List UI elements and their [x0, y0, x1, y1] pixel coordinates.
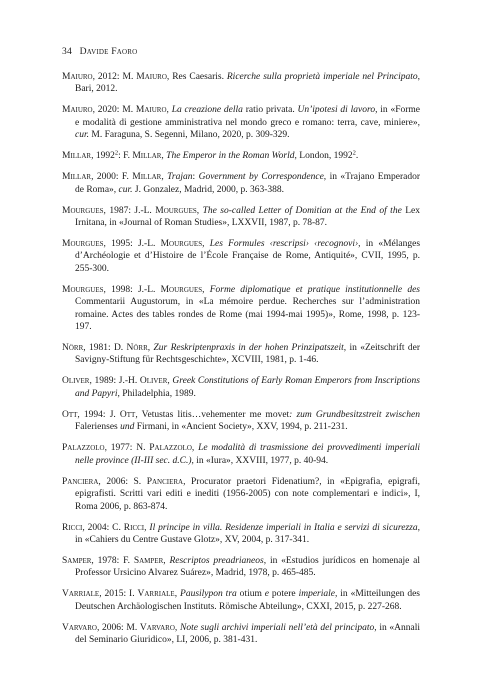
- italic-title: Government by Correspondence: [198, 172, 324, 183]
- entry-text: , 2000: F.: [91, 172, 133, 183]
- bibliography-entry: [62, 342, 420, 367]
- entry-text: , in «Mélanges d’Archéologie et d’Histoire de l’École Française de Rome, Antiquité», CVII, 1995, p. 255-300.: [75, 239, 421, 274]
- bibliography-list: [62, 71, 420, 655]
- entry-text: , in «Zeitschrift der Savigny-Stiftung für Rechtsgeschichte», XCVIII, 1981, p. 1-46.: [75, 343, 421, 366]
- entry-text: , in «Forme e modalità di gestione amministrativa nel mondo greco e romano: terra, cave, miniere»,: [75, 105, 421, 128]
- bibliography-entry: [62, 442, 420, 467]
- italic-title: Un’ipotesi di lavoro: [297, 105, 376, 116]
- entry-text: ,: [144, 522, 150, 533]
- italic-title: Ricerche sulla proprietà imperiale nel Principato: [226, 72, 418, 82]
- italic-title: Trajan: [167, 172, 193, 183]
- entry-text: , Res Caesaris.: [166, 72, 227, 82]
- author-name: Ricci: [62, 522, 83, 533]
- italic-title: und: [120, 422, 135, 433]
- entry-text: , 2012: M.: [92, 72, 137, 82]
- italic-title: cur.: [118, 184, 133, 195]
- author-name: Maiuro: [62, 105, 93, 116]
- author-name: Mourgues: [62, 239, 104, 250]
- author-name: Mourgues: [155, 205, 197, 216]
- author-name: Panciera: [146, 476, 184, 487]
- italic-title: e: [264, 589, 269, 600]
- entry-text: ,: [161, 172, 168, 183]
- author-name: Oliver: [139, 376, 168, 387]
- italic-title: Greek Constitutions of Early Roman Emperors from Inscriptions and Papyri: [75, 376, 420, 399]
- bibliography-entry: [62, 622, 420, 647]
- entry-text: ,: [196, 205, 203, 216]
- entry-text: , 1981: D.: [83, 343, 127, 354]
- entry-text: ,: [202, 239, 210, 250]
- italic-title: Rescriptos preadrianeos: [169, 555, 264, 566]
- italic-title: Note sugli archivi imperiali nell’età del principato: [179, 622, 375, 633]
- superscript: 2: [352, 149, 356, 157]
- italic-title: Zur Reskriptenpraxis in der hohen Prinzipatszeit: [153, 343, 344, 354]
- author-name: Oliver: [62, 376, 90, 387]
- author-name: Ricci: [123, 522, 145, 533]
- entry-text: , 2006: S.: [98, 476, 147, 487]
- author-name: Mourgues: [62, 284, 104, 295]
- author-name: Nörr: [62, 343, 84, 354]
- entry-text: , 2015: I.: [99, 589, 138, 600]
- author-name: Mourgues: [160, 284, 203, 295]
- italic-title: Le modalità di trasmissione dei provvedimenti imperiali nelle province (II-III sec. d.C.): [75, 443, 421, 466]
- author-name: Panciera: [62, 476, 99, 487]
- bibliography-entry: [62, 522, 420, 547]
- entry-text: , 1995: J.-L.: [103, 239, 161, 250]
- author-name: Maiuro: [136, 72, 167, 82]
- italic-title: The so-called Letter of Domitian at the End of the: [202, 205, 402, 216]
- author-name: Varvaro: [62, 622, 97, 633]
- author-name: Maiuro: [62, 72, 93, 82]
- author-name: Samper: [133, 555, 164, 566]
- entry-text: , 1978: F.: [91, 555, 134, 566]
- bibliography-entry: [62, 555, 420, 580]
- entry-text: ,: [174, 622, 180, 633]
- author-name: Varvaro: [139, 622, 175, 633]
- entry-text: , in «Annali del Seminario Giuridico», LI, 2006, p. 381-431.: [75, 622, 421, 646]
- entry-text: potere: [268, 589, 299, 600]
- bibliography-entry: [62, 375, 420, 400]
- entry-text: ,: [202, 284, 210, 295]
- author-name: Samper: [62, 555, 92, 566]
- author-name: Varriale: [62, 589, 100, 600]
- entry-text: ,: [167, 376, 173, 387]
- entry-text: Firmani, in «Ancient Society», XXV, 1994, p. 211-231.: [134, 422, 348, 433]
- entry-text: M. Faraguna, S. Segenni, Milano, 2020, p. 309-329.: [89, 130, 290, 141]
- entry-text: , 2006: M.: [96, 622, 140, 633]
- entry-text: , in «Mitteilungen des Deutschen Archäologischen Instituts. Römische Abteilung», CXXI, 2015, p. 227-268.: [75, 589, 420, 612]
- italic-title: : zum Grundbesitzstreit zwischen: [289, 409, 420, 420]
- entry-text: ,: [147, 343, 154, 354]
- entry-text: , in «Cahiers du Centre Gustave Glotz», XV, 2004, p. 317-341.: [75, 522, 420, 545]
- italic-title: cur.: [75, 130, 89, 141]
- entry-text: ,: [191, 443, 199, 454]
- entry-text: ratio privata.: [242, 105, 298, 116]
- entry-text: , Procurator praetori Fidenatium?, in «Epigrafia, epigrafi, epigrafisti. Scritti vari editi e inediti (1956-2005) con note complementari e indici», I, Roma 2006, p. 863-874.: [75, 476, 420, 512]
- author-name: Millar: [132, 151, 162, 162]
- author-name: Mourgues: [160, 239, 203, 250]
- entry-text: .: [355, 151, 359, 162]
- entry-text: , in «Estudios jurídicos en homenaje al Professor Ursicino Alvarez Suárez», Madrid, 1978, p. 465-485.: [75, 555, 420, 579]
- italic-title: imperiale: [298, 589, 335, 600]
- author-name: Varriale: [137, 589, 175, 600]
- italic-title: Forme diplomatique et pratique institutionnelle des: [209, 284, 421, 295]
- entry-text: J. Gonzalez, Madrid, 2000, p. 363-388.: [132, 184, 284, 195]
- entry-text: , 2020: M.: [92, 105, 136, 116]
- superscript: 2: [114, 149, 119, 157]
- italic-title: Pausilypon tra: [180, 589, 237, 600]
- bibliography-entry: [62, 588, 420, 613]
- entry-text: , in «Trajano Emperador de Roma»,: [75, 172, 420, 195]
- running-head: [62, 46, 137, 57]
- author-name: Millar: [62, 151, 92, 162]
- entry-text: , 1998: J.-L.: [103, 284, 161, 295]
- author-name: Ott: [119, 409, 136, 420]
- entry-text: , 1992: [91, 151, 115, 162]
- entry-text: , London, 1992: [294, 151, 353, 162]
- entry-text: , 1987: J.-L.: [103, 205, 156, 216]
- entry-text: , in «Iura», XXVIII, 1977, p. 40-94.: [191, 455, 329, 466]
- author-name: Millar: [62, 172, 92, 183]
- author-name: Millar: [132, 172, 162, 183]
- author-name: Nörr: [126, 343, 148, 354]
- entry-text: , 1989: J.-H.: [89, 376, 140, 387]
- italic-title: Il principe in villa. Residenze imperiali in Italia e servizi di sicurezza: [149, 522, 418, 533]
- bibliography-entry: [62, 205, 420, 230]
- author-name: Palazzolo: [149, 443, 192, 454]
- entry-text: , Vetustas litis…vehementer me movet: [135, 409, 290, 420]
- bibliography-entry: [62, 150, 420, 162]
- entry-text: ,: [174, 589, 181, 600]
- entry-text: Lex Irnitana, in «Journal of Roman Studies», LXXVII, 1987, p. 78-87.: [75, 205, 420, 229]
- entry-text: , Bari, 2012.: [75, 72, 420, 95]
- running-head-author: Davide Faoro: [79, 46, 138, 57]
- entry-text: , Philadelphia, 1989.: [117, 388, 196, 399]
- entry-text: Commentarii Augustorum, in «La mémoire perdue. Recherches sur l’administration romaine. Actes des tables rondes de Rome (mai 1994-mai 1995)», Rome, 1998, p. 123-197.: [75, 297, 420, 333]
- italic-title: La creazione della: [171, 105, 243, 116]
- entry-text: ,: [163, 555, 170, 566]
- author-name: Ott: [62, 409, 78, 420]
- entry-text: otium: [236, 589, 265, 600]
- bibliography-entry: [62, 476, 420, 513]
- entry-text: , 2004: C.: [82, 522, 124, 533]
- bibliography-entry: [62, 71, 420, 96]
- author-name: Maiuro: [135, 105, 167, 116]
- entry-text: ,: [166, 105, 172, 116]
- bibliography-entry: [62, 238, 420, 275]
- page-number: 34: [62, 46, 72, 57]
- italic-title: The Emperor in the Roman World: [166, 151, 295, 162]
- entry-text: , 1977: N.: [104, 443, 150, 454]
- entry-text: ,: [161, 151, 167, 162]
- entry-text: : F.: [118, 151, 133, 162]
- bibliography-entry: [62, 409, 420, 434]
- entry-text: , 1994: J.: [77, 409, 120, 420]
- bibliography-entry: [62, 171, 420, 196]
- entry-text: :: [192, 172, 199, 183]
- author-name: Palazzolo: [62, 443, 105, 454]
- italic-title: Les Formules ‹rescripsi› ‹recognovi›: [209, 239, 359, 250]
- bibliography-entry: [62, 104, 420, 141]
- entry-text: Falerienses: [75, 422, 121, 433]
- bibliography-entry: [62, 284, 420, 334]
- author-name: Mourgues: [62, 205, 104, 216]
